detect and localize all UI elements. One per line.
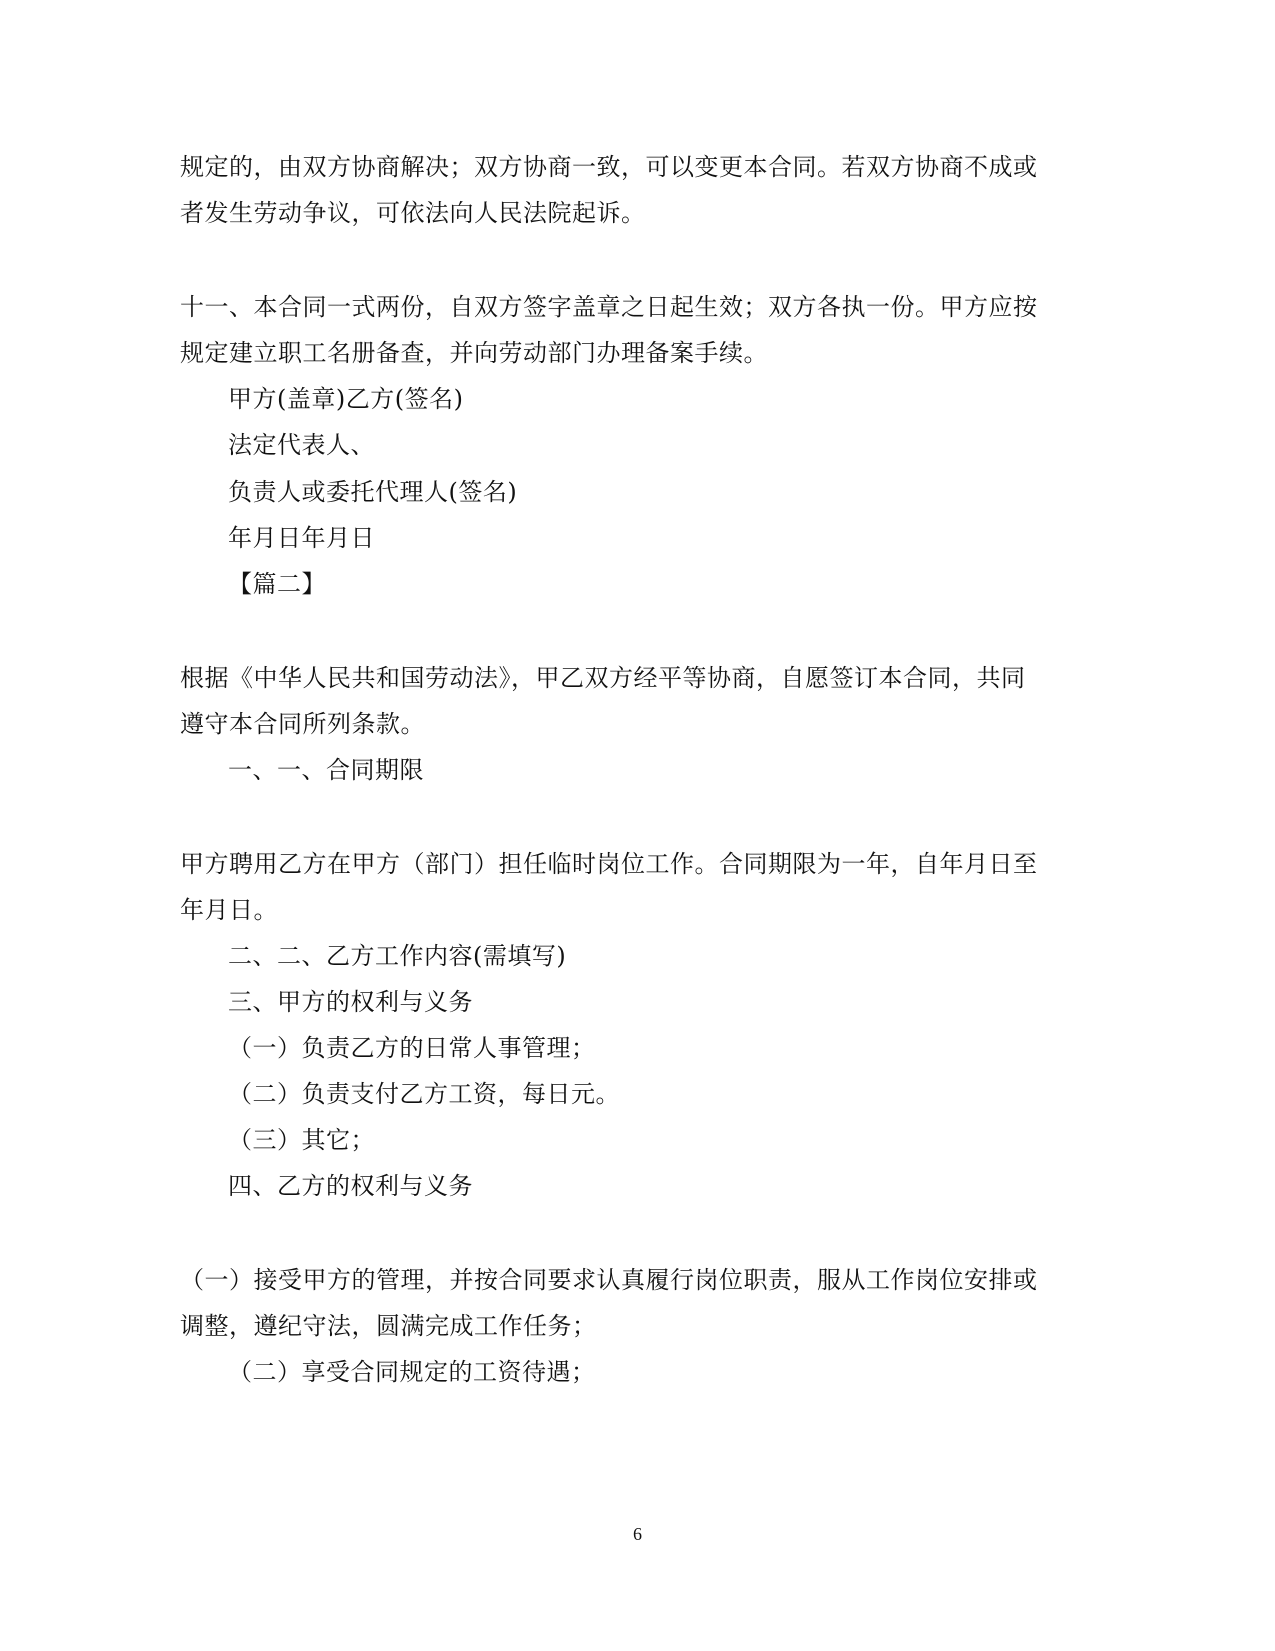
paragraph-line: 甲方聘用乙方在甲方（部门）担任临时岗位工作。合同期限为一年，自年月日至 — [180, 850, 1038, 878]
clause-item: （二）享受合同规定的工资待遇； — [228, 1358, 596, 1386]
clause-heading: 二、二、乙方工作内容(需填写) — [228, 942, 567, 970]
section-heading: 【篇二】 — [228, 570, 326, 598]
signature-line: 甲方(盖章)乙方(签名) — [228, 385, 464, 413]
clause-item: （三）其它； — [228, 1126, 375, 1154]
paragraph-line: 者发生劳动争议，可依法向人民法院起诉。 — [180, 199, 646, 227]
clause-heading: 三、甲方的权利与义务 — [228, 988, 473, 1016]
paragraph-line: 十一、本合同一式两份，自双方签字盖章之日起生效；双方各执一份。甲方应按 — [180, 293, 1038, 321]
paragraph-line: （一）接受甲方的管理，并按合同要求认真履行岗位职责，服从工作岗位安排或 — [180, 1266, 1038, 1294]
paragraph-line: 根据《中华人民共和国劳动法》，甲乙双方经平等协商，自愿签订本合同，共同 — [180, 664, 1026, 692]
signature-line: 负责人或委托代理人(签名) — [228, 478, 518, 506]
paragraph-line: 年月日。 — [180, 896, 278, 924]
paragraph-line: 规定的，由双方协商解决；双方协商一致，可以变更本合同。若双方协商不成或 — [180, 153, 1038, 181]
date-line: 年月日年月日 — [228, 524, 375, 552]
signature-line: 法定代表人、 — [228, 431, 375, 459]
paragraph-line: 遵守本合同所列条款。 — [180, 710, 425, 738]
paragraph-line: 规定建立职工名册备查，并向劳动部门办理备案手续。 — [180, 339, 768, 367]
clause-heading: 一、一、合同期限 — [228, 756, 424, 784]
paragraph-line: 调整，遵纪守法，圆满完成工作任务； — [180, 1312, 597, 1340]
clause-item: （一）负责乙方的日常人事管理； — [228, 1034, 596, 1062]
clause-item: （二）负责支付乙方工资，每日元。 — [228, 1080, 620, 1108]
page-number: 6 — [633, 1524, 642, 1544]
clause-heading: 四、乙方的权利与义务 — [228, 1172, 473, 1200]
